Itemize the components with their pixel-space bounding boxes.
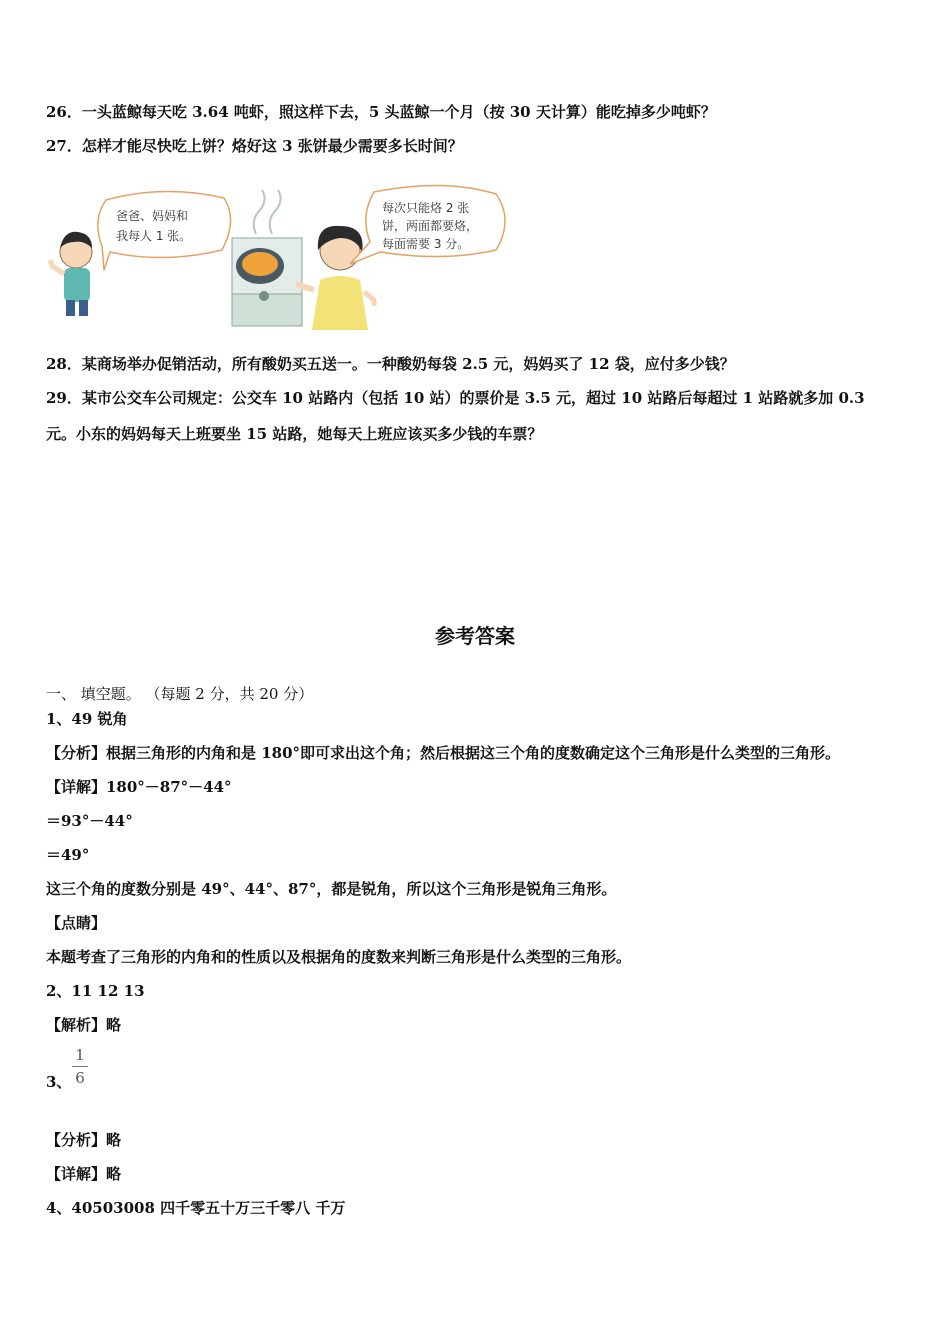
- answer-2: 2、11 12 13: [46, 982, 145, 1000]
- mom-figure: [296, 226, 374, 330]
- boy-bubble-line-1: 爸爸、妈妈和: [116, 209, 189, 223]
- answer-1-key-point: 本题考查了三角形的内角和的性质以及根据角的度数来判断三角形是什么类型的三角形。: [46, 948, 632, 966]
- mom-bubble-line-2: 饼，两面都要烙，: [382, 219, 479, 233]
- boy-speech-bubble: [98, 191, 231, 270]
- answer-1-analysis: 【分析】根据三角形的内角和是 180°即可求出这个角；然后根据这三个角的度数确定这个三角形是什么类型的三角形。: [46, 744, 841, 762]
- question-29-line-1: 29．某市公交车公司规定：公交车 10 站路内（包括 10 站）的票价是 3.5 元，超过 10 站路后每超过 1 站路就多加 0.3: [46, 389, 865, 407]
- question-27: 27．怎样才能尽快吃上饼？烙好这 3 张饼最少需要多长时间？: [46, 137, 463, 155]
- pancake-illustration: [44, 180, 514, 330]
- answer-3-analysis: 【分析】略: [46, 1131, 122, 1149]
- answer-1-key-point-label: 【点睛】: [46, 914, 107, 932]
- mom-bubble-line-3: 每面需要 3 分。: [382, 237, 470, 251]
- mom-bubble-line-1: 每次只能烙 2 张: [382, 201, 470, 215]
- answer-3-label: 3、: [46, 1073, 72, 1091]
- fraction-denominator: 6: [75, 1069, 85, 1087]
- answer-2-explanation: 【解析】略: [46, 1016, 122, 1034]
- answer-3-detail: 【详解】略: [46, 1165, 122, 1183]
- question-26: 26．一头蓝鲸每天吃 3.64 吨虾，照这样下去，5 头蓝鲸一个月（按 30 天计算）能吃掉多少吨虾？: [46, 103, 716, 121]
- fraction-bar: [72, 1066, 88, 1067]
- boy-bubble-line-2: 我每人 1 张。: [116, 229, 192, 243]
- answer-1: 1、49 锐角: [46, 710, 128, 728]
- answer-1-detail: 【详解】180°－87°－44°: [46, 778, 232, 796]
- answer-1-conclusion: 这三个角的度数分别是 49°、44°、87°，都是锐角，所以这个三角形是锐角三角形。: [46, 880, 617, 898]
- answer-3-fraction: [72, 1046, 88, 1087]
- stove-with-pan: [232, 190, 302, 326]
- answers-title: 参考答案: [435, 624, 515, 648]
- answer-1-step-3: ＝49°: [46, 846, 90, 864]
- question-28: 28．某商场举办促销活动，所有酸奶买五送一。一种酸奶每袋 2.5 元，妈妈买了 12 袋，应付多少钱？: [46, 355, 735, 373]
- fraction-numerator: 1: [75, 1046, 85, 1064]
- section-heading: 一、 填空题。 （每题 2 分，共 20 分）: [46, 685, 314, 703]
- answer-4: 4、40503008 四千零五十万三千零八 千万: [46, 1199, 346, 1217]
- mom-speech-bubble: [350, 185, 505, 264]
- question-29-line-2: 元。小东的妈妈每天上班要坐 15 站路，她每天上班应该买多少钱的车票？: [46, 425, 543, 443]
- boy-figure: [50, 232, 92, 316]
- answer-1-step-2: ＝93°－44°: [46, 812, 133, 830]
